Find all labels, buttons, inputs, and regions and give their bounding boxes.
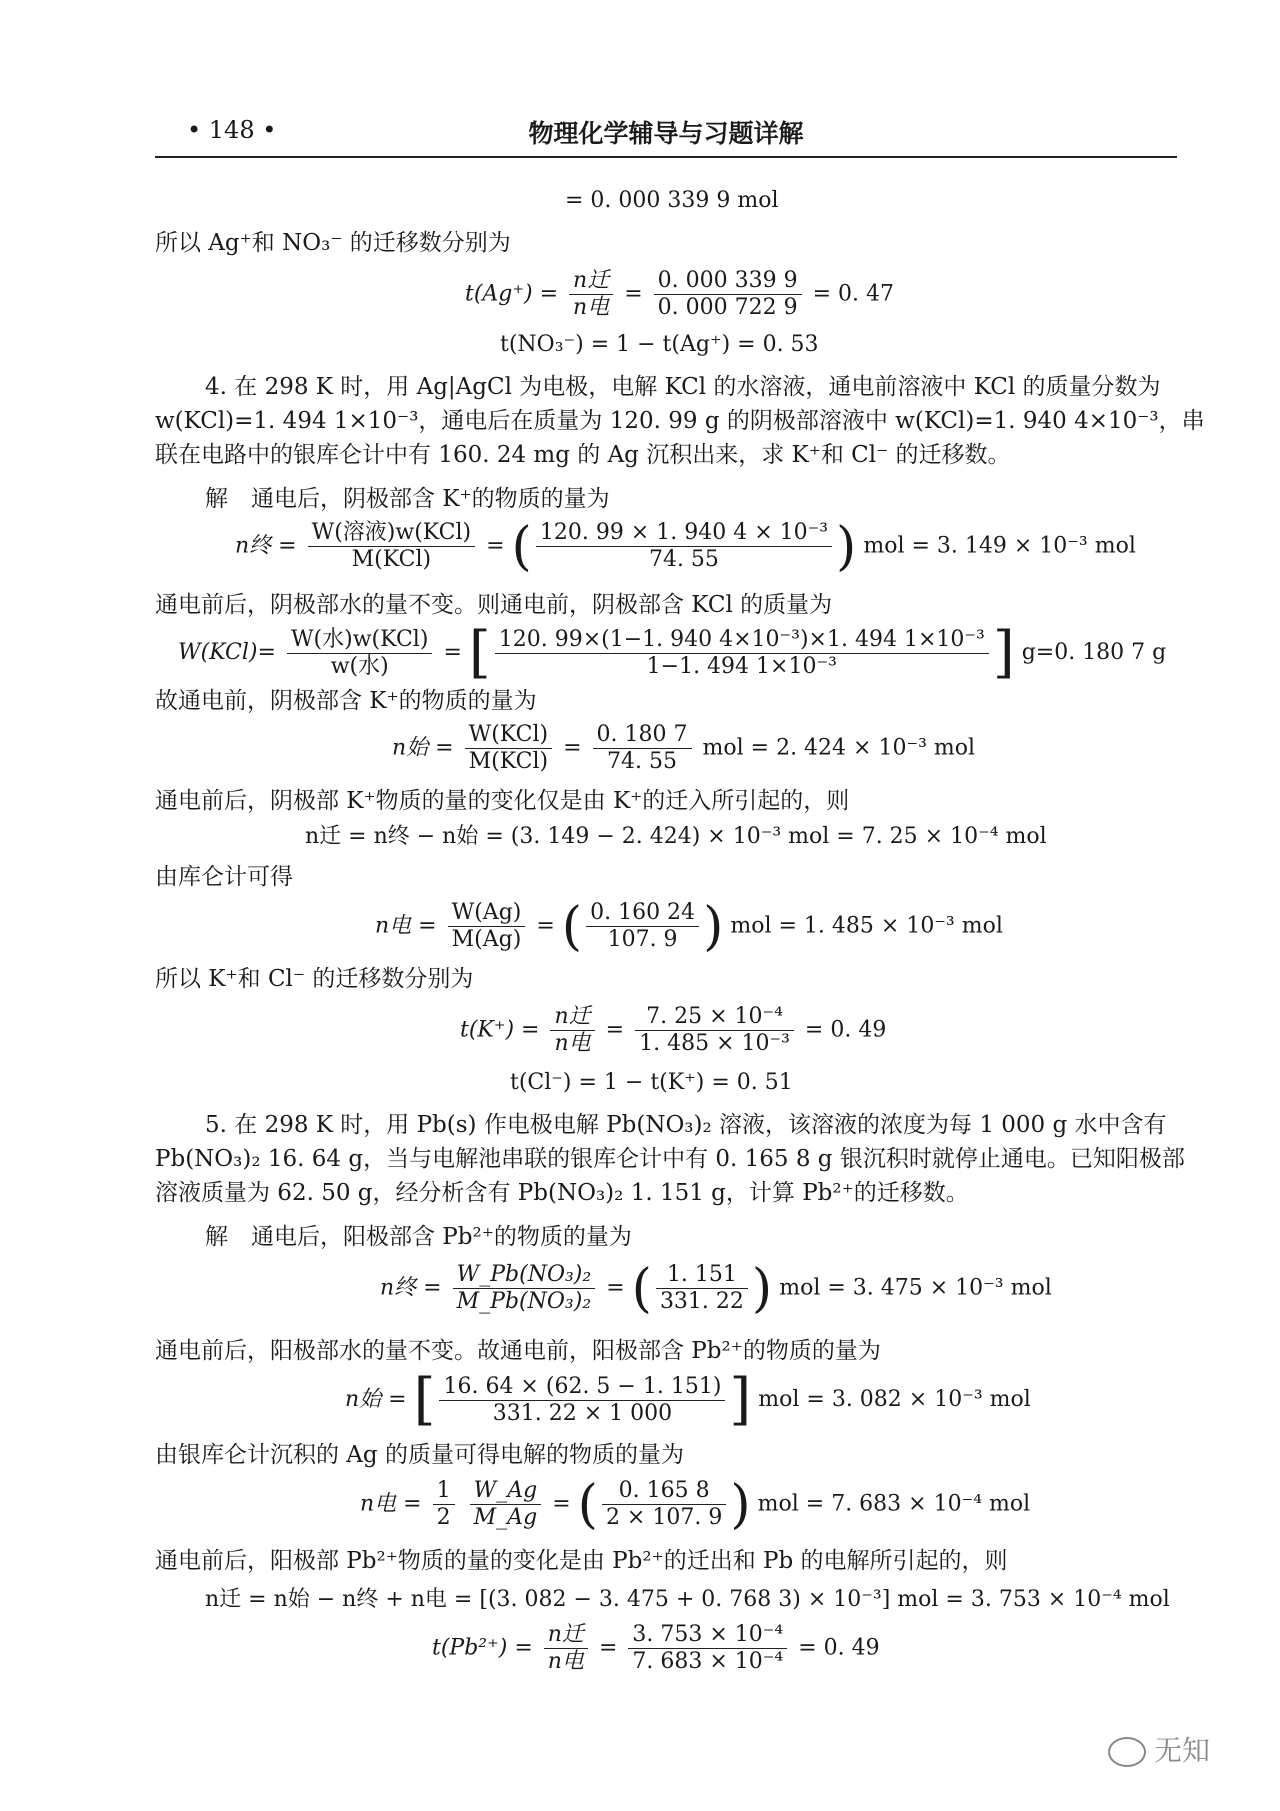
fraction (465, 722, 553, 775)
fraction-numerator: 0. 180 7 (593, 722, 692, 749)
fraction (433, 1478, 455, 1531)
fraction-denominator: 1−1. 494 1×10⁻³ (646, 653, 837, 679)
fraction-numerator: W(溶液)w(KCl) (308, 520, 476, 547)
eq-lhs: n终 = (235, 533, 297, 559)
eq-result: mol = 3. 475 × 10⁻³ mol (779, 1275, 1052, 1301)
text-line: 由银库仑计沉积的 Ag 的质量可得电解的物质的量为 (155, 1442, 684, 1468)
fraction-denominator: M_Ag (473, 1505, 538, 1530)
eq-lhs: W(KCl)= (178, 640, 276, 665)
eq-result: mol = 3. 149 × 10⁻³ mol (863, 533, 1136, 559)
eq-sign: = (552, 1491, 571, 1517)
eq-lhs: t(Ag⁺) = (465, 281, 559, 307)
eq-result: mol = 3. 082 × 10⁻³ mol (758, 1387, 1031, 1412)
left-paren: ( (577, 1474, 598, 1535)
equation-n-final-pb (380, 1258, 1052, 1319)
fraction-numerator: 120. 99 × 1. 940 4 × 10⁻³ (536, 520, 832, 547)
page-number: • 148 • (187, 116, 277, 144)
text-line: 所以 K⁺和 Cl⁻ 的迁移数分别为 (155, 966, 474, 992)
fraction (536, 520, 832, 573)
fraction-numerator: W(KCl) (465, 722, 553, 749)
eq-result: g=0. 180 7 g (1021, 640, 1167, 665)
equation-n-migration: n迁 = n终 − n始 = (3. 149 − 2. 424) × 10⁻³ mol = 7. 25 × 10⁻⁴ mol (305, 824, 1047, 849)
eq-result: = 0. 49 (798, 1635, 880, 1661)
eq-lhs: n始 = (392, 735, 454, 761)
wechat-icon (1108, 1737, 1146, 1767)
fraction-denominator: 2 (436, 1505, 451, 1530)
fraction-denominator: 331. 22 × 1 000 (492, 1400, 673, 1426)
eq-sign: = (536, 913, 555, 939)
fraction-denominator: n电 (554, 1031, 591, 1056)
fraction (544, 1622, 588, 1675)
fraction-numerator: 120. 99×(1−1. 940 4×10⁻³)×1. 494 1×10⁻³ (495, 627, 989, 654)
eq-lhs: t(Pb²⁺) = (432, 1635, 533, 1661)
fraction-numerator: W_Ag (470, 1478, 542, 1505)
text-line: 故通电前，阴极部含 K⁺的物质的量为 (155, 688, 537, 714)
fraction-numerator: 7. 25 × 10⁻⁴ (635, 1004, 794, 1031)
fraction-numerator: n迁 (550, 1004, 594, 1031)
fraction-denominator: M(Ag) (451, 927, 522, 952)
eq-result: = 0. 49 (804, 1017, 887, 1043)
fraction (602, 1478, 726, 1531)
left-bracket: [ (413, 1367, 436, 1432)
fraction-numerator: 0. 165 8 (602, 1478, 726, 1505)
fraction-numerator: 16. 64 × (62. 5 − 1. 151) (439, 1374, 725, 1401)
fraction-numerator: 1 (433, 1478, 455, 1505)
equation-n-final (235, 516, 1136, 577)
equation-n-initial (392, 722, 975, 775)
fraction-denominator: M_Pb(NO₃)₂ (456, 1289, 592, 1314)
page-header (155, 112, 1177, 158)
problem-5-line-3: 溶液质量为 62. 50 g，经分析含有 Pb(NO₃)₂ 1. 151 g，计算 Pb²⁺的迁移数。 (155, 1180, 969, 1206)
fraction-denominator: 0. 000 722 9 (657, 295, 798, 320)
fraction-denominator: 1. 485 × 10⁻³ (639, 1031, 790, 1056)
text-line: 通电前后，阴极部 K⁺物质的量的变化仅是由 K⁺的迁入所引起的，则 (155, 788, 850, 814)
fraction-numerator: n迁 (569, 268, 613, 295)
eq-sign: = (598, 1635, 618, 1661)
text-line: 通电前后，阳极部水的量不变。故通电前，阳极部含 Pb²⁺的物质的量为 (155, 1338, 881, 1364)
fraction (656, 1262, 748, 1315)
fraction (628, 1622, 787, 1675)
problem-5-line-1: 5. 在 298 K 时，用 Pb(s) 作电极电解 Pb(NO₃)₂ 溶液，该溶液的浓度为每 1 000 g 水中含有 (205, 1112, 1167, 1138)
equation-t-no3: t(NO₃⁻) = 1 − t(Ag⁺) = 0. 53 (500, 332, 819, 357)
equation-w-kcl (178, 620, 1167, 685)
fraction-denominator: 107. 9 (607, 927, 678, 952)
fraction-denominator: M(KCl) (468, 749, 549, 774)
equation-t-k (460, 1004, 886, 1057)
fraction-numerator: 0. 160 24 (586, 900, 699, 927)
eq-result: = 0. 47 (812, 281, 894, 307)
fraction (439, 1374, 725, 1427)
eq-lhs: n终 = (380, 1275, 442, 1301)
problem-5-line-2: Pb(NO₃)₂ 16. 64 g，当与电解池串联的银库仑计中有 0. 165 8 g 银沉积时就停止通电。已知阳极部 (155, 1146, 1185, 1172)
equation-t-pb (432, 1622, 880, 1675)
eq-sign: = (606, 1275, 625, 1301)
equation-n-migration-pb: n迁 = n始 − n终 + n电 = [(3. 082 − 3. 475 + 0. 768 3) × 10⁻³] mol = 3. 753 × 10⁻⁴ mol (205, 1587, 1170, 1612)
fraction (308, 520, 476, 573)
eq-result: mol = 1. 485 × 10⁻³ mol (730, 913, 1003, 939)
watermark-text: 无知 (1153, 1734, 1210, 1767)
watermark (1108, 1729, 1210, 1769)
fraction-numerator: 0. 000 339 9 (654, 268, 802, 295)
eq-sign: = (563, 735, 582, 761)
fraction (495, 627, 989, 680)
equation-n-initial-pb (345, 1367, 1031, 1432)
fraction (453, 1262, 596, 1315)
fraction-denominator: n电 (547, 1649, 584, 1674)
text-line: 由库仑计可得 (155, 864, 293, 890)
right-bracket: ] (729, 1367, 752, 1432)
left-paren: ( (631, 1258, 652, 1319)
left-paren: ( (561, 896, 583, 957)
fraction-denominator: M(KCl) (351, 547, 432, 572)
eq-result: mol = 7. 683 × 10⁻⁴ mol (757, 1491, 1031, 1517)
text-line: 所以 Ag⁺和 NO₃⁻ 的迁移数分别为 (155, 230, 511, 256)
equation-n-electric (375, 896, 1003, 957)
fraction-numerator: W(水)w(KCl) (287, 627, 433, 654)
fraction (654, 268, 802, 321)
result-line: = 0. 000 339 9 mol (565, 188, 779, 213)
eq-lhs: n始 = (345, 1387, 407, 1412)
fraction-numerator: W(Ag) (448, 900, 526, 927)
problem-4-line-1: 4. 在 298 K 时，用 Ag|AgCl 为电极，电解 KCl 的水溶液，通电前溶液中 KCl 的质量分数为 (205, 374, 1161, 400)
problem-4-line-3: 联在电路中的银库仑计中有 160. 24 mg 的 Ag 沉积出来，求 K⁺和 Cl⁻ 的迁移数。 (155, 442, 1011, 468)
fraction (550, 1004, 594, 1057)
eq-lhs: t(K⁺) = (460, 1017, 540, 1043)
right-paren: ) (836, 516, 857, 577)
fraction (470, 1478, 542, 1531)
fraction-denominator: 74. 55 (607, 749, 678, 774)
equation-t-cl: t(Cl⁻) = 1 − t(K⁺) = 0. 51 (510, 1070, 793, 1095)
problem-4-line-2: w(KCl)=1. 494 1×10⁻³，通电后在质量为 120. 99 g 的阴极部溶液中 w(KCl)=1. 940 4×10⁻³，串 (155, 408, 1205, 434)
right-bracket: ] (992, 620, 1015, 685)
solution-line: 解 通电后，阴极部含 K⁺的物质的量为 (205, 486, 610, 512)
fraction-numerator: n迁 (544, 1622, 588, 1649)
fraction-denominator: 2 × 107. 9 (605, 1505, 723, 1530)
fraction-denominator: n电 (573, 295, 610, 320)
fraction-denominator: w(水) (330, 653, 389, 679)
fraction (586, 900, 699, 953)
equation-n-electric-pb (360, 1474, 1031, 1535)
fraction-denominator: 7. 683 × 10⁻⁴ (632, 1649, 784, 1674)
fraction (287, 627, 433, 680)
eq-result: mol = 2. 424 × 10⁻³ mol (702, 735, 976, 761)
fraction-numerator: 3. 753 × 10⁻⁴ (628, 1622, 787, 1649)
text-line: 通电前后，阴极部水的量不变。则通电前，阴极部含 KCl 的质量为 (155, 592, 833, 618)
left-paren: ( (511, 516, 532, 577)
fraction (593, 722, 692, 775)
eq-lhs: n电 = (360, 1491, 422, 1517)
eq-sign: = (624, 281, 643, 307)
fraction-numerator: 1. 151 (656, 1262, 748, 1289)
eq-sign: = (443, 640, 462, 665)
solution-line: 解 通电后，阳极部含 Pb²⁺的物质的量为 (205, 1224, 632, 1250)
fraction-numerator: W_Pb(NO₃)₂ (453, 1262, 596, 1289)
fraction (569, 268, 613, 321)
right-paren: ) (751, 1258, 773, 1319)
fraction (635, 1004, 794, 1057)
left-bracket: [ (468, 620, 491, 685)
equation-t-ag (465, 268, 894, 321)
text-line: 通电前后，阳极部 Pb²⁺物质的量的变化是由 Pb²⁺的迁出和 Pb 的电解所引起的，则 (155, 1548, 1008, 1574)
book-title: 物理化学辅导与习题详解 (528, 119, 804, 148)
fraction (448, 900, 526, 953)
right-paren: ) (730, 1474, 751, 1535)
right-paren: ) (703, 896, 724, 957)
eq-sign: = (605, 1017, 625, 1043)
fraction-denominator: 74. 55 (648, 547, 719, 572)
eq-lhs: n电 = (375, 913, 437, 939)
fraction-denominator: 331. 22 (659, 1289, 744, 1314)
eq-sign: = (486, 533, 505, 559)
